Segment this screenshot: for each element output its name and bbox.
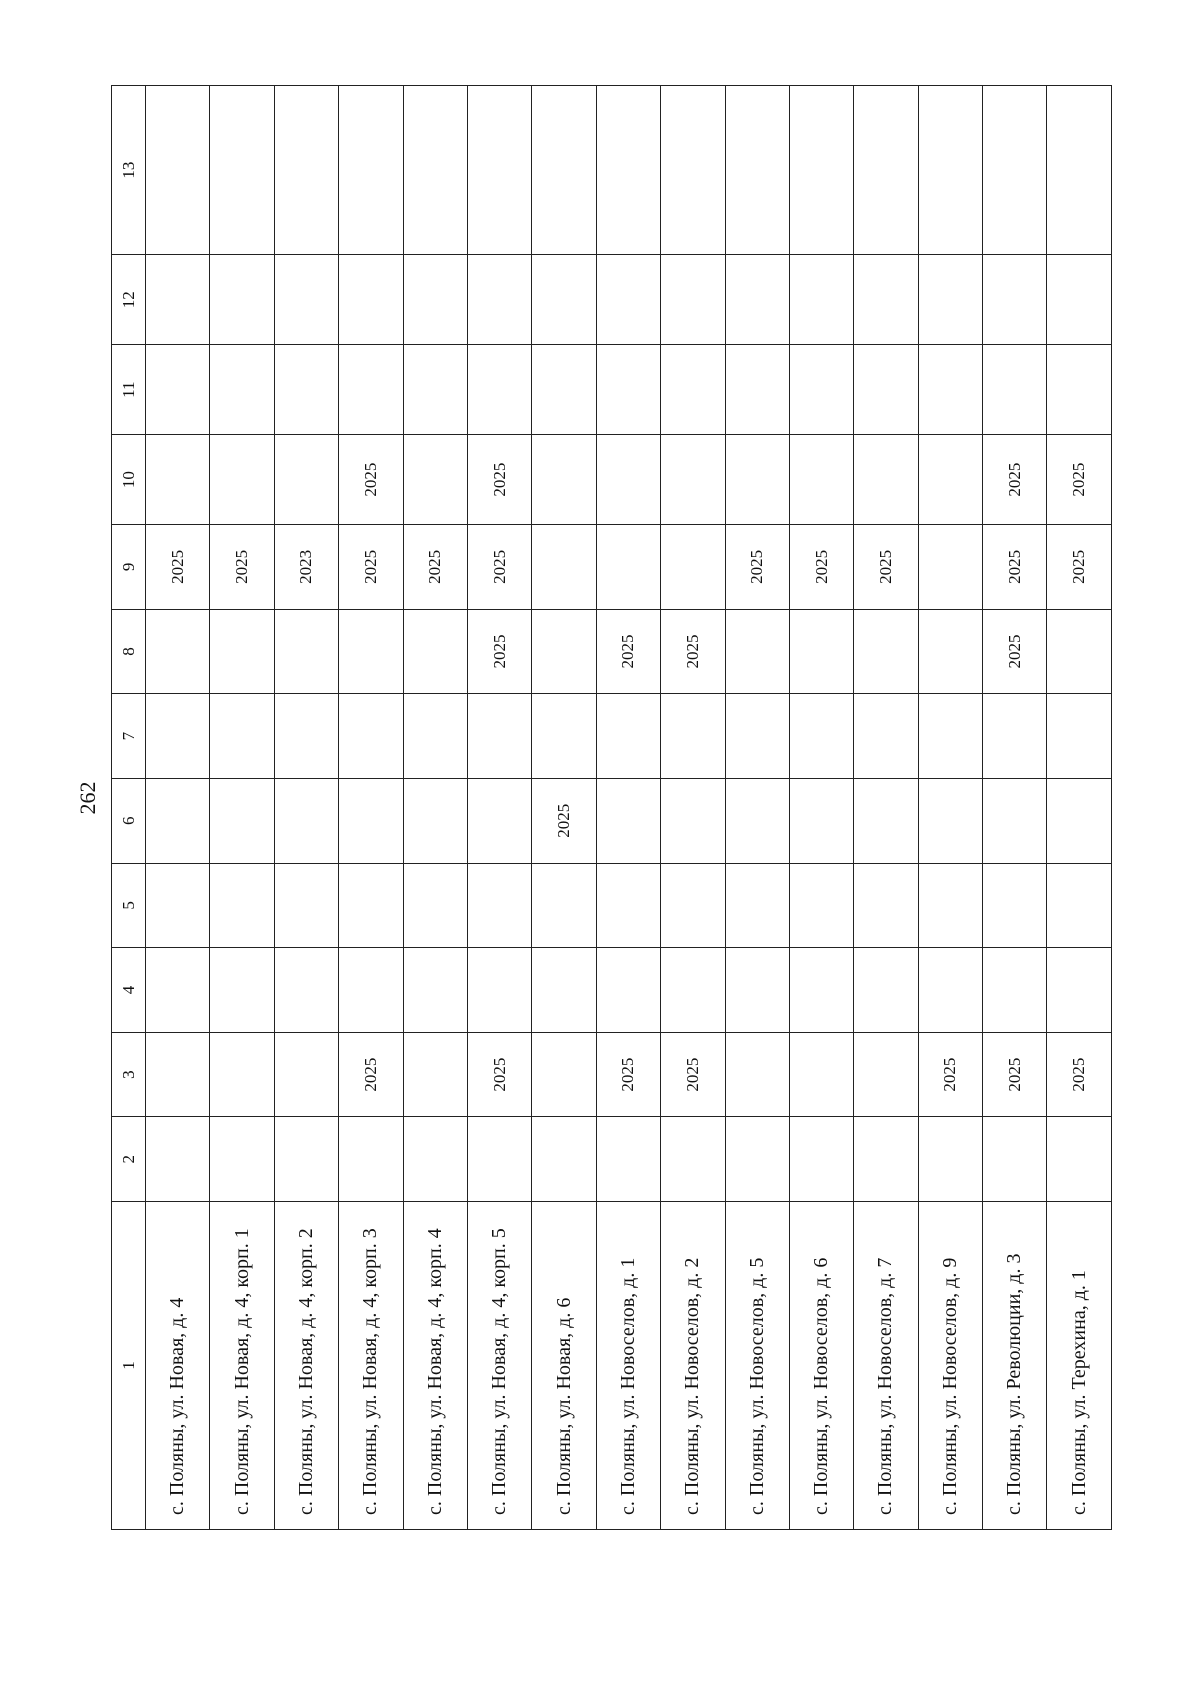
year-cell <box>532 1117 596 1202</box>
year-cell <box>467 863 531 948</box>
table-header-row <box>112 86 146 1530</box>
year-cell <box>274 345 338 435</box>
year-cell <box>210 778 274 863</box>
address-cell: с. Поляны, ул. Терехина, д. 1 <box>1047 1202 1112 1530</box>
year-cell <box>789 345 853 435</box>
address-cell: с. Поляны, ул. Новая, д. 4, корп. 3 <box>339 1202 403 1530</box>
year-cell <box>467 948 531 1033</box>
year-cell <box>789 1032 853 1117</box>
year-cell: 2025 <box>467 525 531 610</box>
year-cell <box>789 255 853 345</box>
year-cell: 2025 <box>983 435 1047 525</box>
page-number: 262 <box>75 781 100 815</box>
address-cell: с. Поляны, ул. Революции, д. 3 <box>983 1202 1047 1530</box>
year-cell <box>661 345 725 435</box>
address-cell: с. Поляны, ул. Новоселов, д. 1 <box>596 1202 660 1530</box>
table-row <box>661 86 725 1530</box>
year-cell <box>274 1117 338 1202</box>
year-cell: 2025 <box>467 1032 531 1117</box>
year-cell <box>661 86 725 255</box>
column-header: 13 <box>112 86 146 255</box>
year-cell <box>210 86 274 255</box>
year-cell <box>596 778 660 863</box>
year-cell <box>532 1032 596 1117</box>
year-cell <box>725 345 789 435</box>
year-cell <box>725 1117 789 1202</box>
year-cell <box>146 1032 210 1117</box>
year-cell <box>532 255 596 345</box>
address-schedule-table <box>111 85 1112 1530</box>
year-cell <box>854 345 918 435</box>
year-cell: 2025 <box>532 778 596 863</box>
year-cell <box>789 778 853 863</box>
table-row <box>1047 86 1112 1530</box>
table-row <box>467 86 531 1530</box>
year-cell <box>1047 863 1112 948</box>
year-cell <box>146 345 210 435</box>
column-header: 6 <box>112 778 146 863</box>
year-cell <box>532 948 596 1033</box>
year-cell <box>339 255 403 345</box>
year-cell <box>596 86 660 255</box>
year-cell <box>146 1117 210 1202</box>
year-cell <box>918 86 982 255</box>
table-wrapper <box>111 85 1112 1530</box>
year-cell <box>339 863 403 948</box>
year-cell <box>1047 86 1112 255</box>
year-cell <box>725 694 789 779</box>
year-cell <box>210 435 274 525</box>
year-cell: 2025 <box>725 525 789 610</box>
table-row <box>854 86 918 1530</box>
year-cell: 2025 <box>789 525 853 610</box>
year-cell <box>854 948 918 1033</box>
year-cell <box>1047 948 1112 1033</box>
year-cell: 2025 <box>983 525 1047 610</box>
year-cell: 2025 <box>1047 435 1112 525</box>
year-cell <box>274 255 338 345</box>
year-cell <box>789 1117 853 1202</box>
year-cell <box>918 609 982 694</box>
year-cell <box>146 255 210 345</box>
year-cell <box>854 435 918 525</box>
address-cell: с. Поляны, ул. Новая, д. 4, корп. 2 <box>274 1202 338 1530</box>
year-cell <box>403 609 467 694</box>
year-cell <box>1047 694 1112 779</box>
year-cell <box>467 255 531 345</box>
year-cell <box>403 255 467 345</box>
year-cell: 2025 <box>1047 1032 1112 1117</box>
year-cell <box>339 345 403 435</box>
year-cell <box>339 778 403 863</box>
address-cell: с. Поляны, ул. Новоселов, д. 7 <box>854 1202 918 1530</box>
year-cell <box>274 948 338 1033</box>
year-cell: 2025 <box>596 609 660 694</box>
year-cell: 2025 <box>467 609 531 694</box>
year-cell <box>983 778 1047 863</box>
year-cell <box>725 86 789 255</box>
column-header: 10 <box>112 435 146 525</box>
year-cell <box>210 1032 274 1117</box>
year-cell <box>339 694 403 779</box>
year-cell <box>725 1032 789 1117</box>
year-cell <box>146 609 210 694</box>
year-cell <box>274 694 338 779</box>
year-cell <box>661 525 725 610</box>
table-row <box>596 86 660 1530</box>
year-cell <box>403 435 467 525</box>
year-cell <box>983 345 1047 435</box>
address-cell: с. Поляны, ул. Новая, д. 4, корп. 5 <box>467 1202 531 1530</box>
year-cell <box>596 345 660 435</box>
table-row <box>918 86 982 1530</box>
year-cell <box>918 255 982 345</box>
year-cell <box>532 525 596 610</box>
year-cell <box>854 255 918 345</box>
year-cell <box>403 86 467 255</box>
year-cell <box>467 778 531 863</box>
address-cell: с. Поляны, ул. Новая, д. 6 <box>532 1202 596 1530</box>
year-cell <box>532 435 596 525</box>
rotated-table-frame <box>111 85 1112 1530</box>
year-cell <box>854 609 918 694</box>
year-cell: 2025 <box>661 609 725 694</box>
year-cell: 2025 <box>146 525 210 610</box>
column-header: 3 <box>112 1032 146 1117</box>
table-row <box>210 86 274 1530</box>
year-cell <box>403 1032 467 1117</box>
year-cell <box>661 694 725 779</box>
column-header: 11 <box>112 345 146 435</box>
year-cell <box>532 694 596 779</box>
year-cell: 2025 <box>983 1032 1047 1117</box>
year-cell <box>983 1117 1047 1202</box>
year-cell <box>918 525 982 610</box>
year-cell <box>661 1117 725 1202</box>
year-cell: 2025 <box>918 1032 982 1117</box>
year-cell <box>274 609 338 694</box>
year-cell <box>467 694 531 779</box>
year-cell <box>854 778 918 863</box>
year-cell <box>403 694 467 779</box>
year-cell <box>725 255 789 345</box>
year-cell <box>661 255 725 345</box>
year-cell <box>146 778 210 863</box>
year-cell <box>146 863 210 948</box>
year-cell: 2025 <box>210 525 274 610</box>
year-cell <box>146 694 210 779</box>
year-cell <box>1047 345 1112 435</box>
table-row <box>146 86 210 1530</box>
year-cell <box>596 863 660 948</box>
address-cell: с. Поляны, ул. Новоселов, д. 5 <box>725 1202 789 1530</box>
year-cell <box>661 435 725 525</box>
year-cell <box>339 1117 403 1202</box>
year-cell <box>532 345 596 435</box>
year-cell <box>918 948 982 1033</box>
year-cell <box>854 1117 918 1202</box>
year-cell <box>918 778 982 863</box>
year-cell <box>725 778 789 863</box>
year-cell <box>983 948 1047 1033</box>
year-cell <box>210 948 274 1033</box>
year-cell <box>274 863 338 948</box>
year-cell <box>1047 609 1112 694</box>
address-cell: с. Поляны, ул. Новоселов, д. 6 <box>789 1202 853 1530</box>
year-cell: 2025 <box>854 525 918 610</box>
year-cell <box>339 86 403 255</box>
year-cell <box>467 345 531 435</box>
year-cell <box>596 694 660 779</box>
address-cell: с. Поляны, ул. Новая, д. 4, корп. 4 <box>403 1202 467 1530</box>
year-cell <box>1047 255 1112 345</box>
year-cell <box>210 609 274 694</box>
year-cell <box>210 863 274 948</box>
year-cell <box>210 255 274 345</box>
year-cell <box>725 435 789 525</box>
year-cell <box>596 435 660 525</box>
year-cell: 2023 <box>274 525 338 610</box>
address-cell: с. Поляны, ул. Новая, д. 4 <box>146 1202 210 1530</box>
year-cell <box>210 345 274 435</box>
year-cell <box>210 694 274 779</box>
year-cell <box>532 609 596 694</box>
column-header: 1 <box>112 1202 146 1530</box>
year-cell <box>339 948 403 1033</box>
table-row <box>532 86 596 1530</box>
column-header: 8 <box>112 609 146 694</box>
year-cell <box>789 863 853 948</box>
table-body <box>146 86 1112 1530</box>
year-cell <box>1047 778 1112 863</box>
year-cell <box>789 948 853 1033</box>
address-cell: с. Поляны, ул. Новоселов, д. 2 <box>661 1202 725 1530</box>
table-row <box>789 86 853 1530</box>
year-cell <box>918 1117 982 1202</box>
year-cell <box>661 948 725 1033</box>
year-cell <box>274 435 338 525</box>
column-header: 9 <box>112 525 146 610</box>
year-cell <box>532 863 596 948</box>
year-cell <box>789 435 853 525</box>
year-cell <box>596 255 660 345</box>
year-cell <box>146 86 210 255</box>
year-cell <box>725 863 789 948</box>
column-header: 12 <box>112 255 146 345</box>
year-cell: 2025 <box>661 1032 725 1117</box>
address-cell: с. Поляны, ул. Новая, д. 4, корп. 1 <box>210 1202 274 1530</box>
column-header: 2 <box>112 1117 146 1202</box>
column-header: 5 <box>112 863 146 948</box>
year-cell <box>789 86 853 255</box>
year-cell <box>918 345 982 435</box>
year-cell <box>983 694 1047 779</box>
table-row <box>983 86 1047 1530</box>
year-cell <box>854 863 918 948</box>
year-cell <box>918 694 982 779</box>
year-cell <box>210 1117 274 1202</box>
year-cell <box>403 863 467 948</box>
table-row <box>725 86 789 1530</box>
year-cell: 2025 <box>339 1032 403 1117</box>
year-cell: 2025 <box>467 435 531 525</box>
year-cell <box>661 863 725 948</box>
year-cell <box>146 948 210 1033</box>
year-cell <box>532 86 596 255</box>
year-cell <box>854 1032 918 1117</box>
table-row <box>339 86 403 1530</box>
year-cell <box>1047 1117 1112 1202</box>
year-cell <box>596 948 660 1033</box>
year-cell <box>661 778 725 863</box>
year-cell <box>918 435 982 525</box>
year-cell <box>403 948 467 1033</box>
year-cell <box>854 694 918 779</box>
year-cell <box>596 525 660 610</box>
year-cell <box>983 255 1047 345</box>
table-row <box>403 86 467 1530</box>
year-cell <box>146 435 210 525</box>
year-cell <box>596 1117 660 1202</box>
year-cell <box>403 1117 467 1202</box>
year-cell <box>789 609 853 694</box>
year-cell <box>983 863 1047 948</box>
year-cell <box>983 86 1047 255</box>
year-cell <box>339 609 403 694</box>
year-cell <box>403 345 467 435</box>
year-cell <box>725 948 789 1033</box>
year-cell: 2025 <box>339 525 403 610</box>
year-cell <box>918 863 982 948</box>
year-cell <box>274 778 338 863</box>
year-cell <box>403 778 467 863</box>
column-header: 7 <box>112 694 146 779</box>
year-cell: 2025 <box>403 525 467 610</box>
year-cell <box>854 86 918 255</box>
year-cell <box>467 1117 531 1202</box>
year-cell <box>789 694 853 779</box>
year-cell: 2025 <box>983 609 1047 694</box>
year-cell: 2025 <box>339 435 403 525</box>
year-cell <box>274 86 338 255</box>
year-cell: 2025 <box>1047 525 1112 610</box>
address-cell: с. Поляны, ул. Новоселов, д. 9 <box>918 1202 982 1530</box>
year-cell <box>467 86 531 255</box>
year-cell <box>725 609 789 694</box>
year-cell <box>274 1032 338 1117</box>
year-cell: 2025 <box>596 1032 660 1117</box>
column-header: 4 <box>112 948 146 1033</box>
table-row <box>274 86 338 1530</box>
